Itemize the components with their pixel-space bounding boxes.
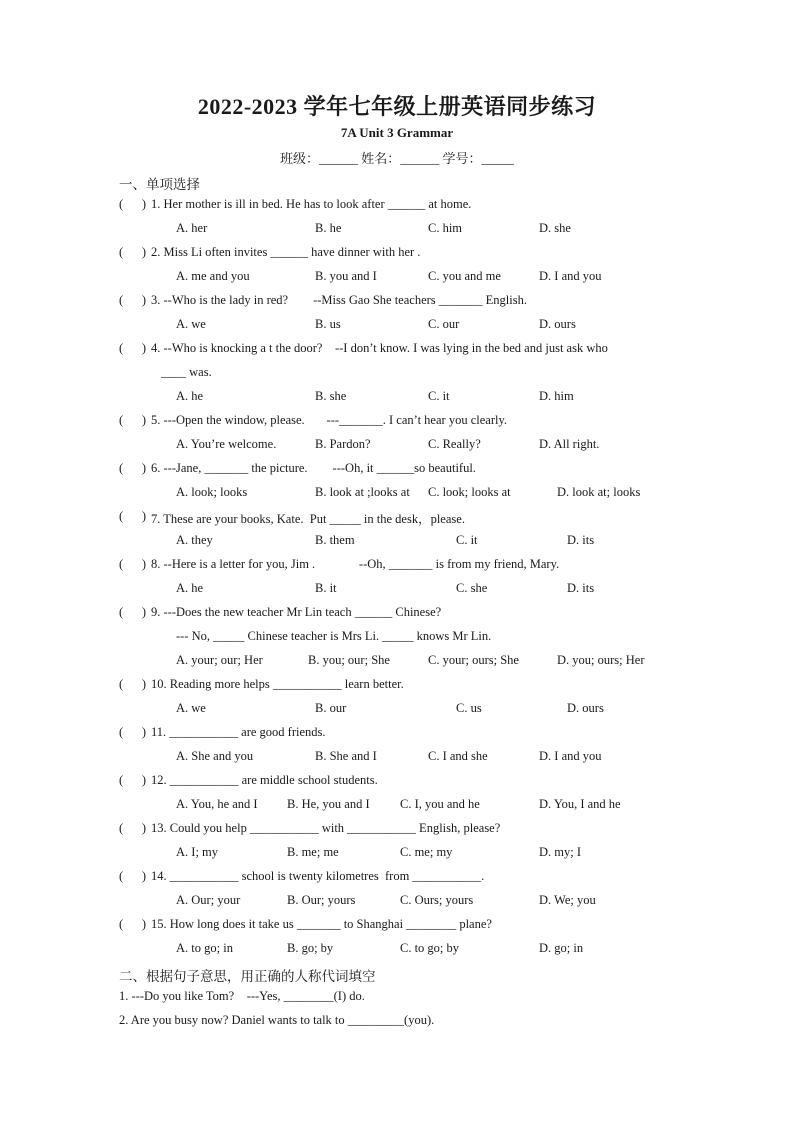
option-c: C. I, you and he (400, 797, 480, 811)
option-b: B. our (315, 701, 347, 715)
option-b: B. Our; yours (287, 893, 356, 907)
option-b: B. it (315, 581, 337, 595)
question-stem: 4. --Who is knocking a t the door? --I don’t know. I was lying in the bed and just ask who (151, 341, 608, 355)
question-stem: 8. --Here is a letter for you, Jim . --Oh, _______ is from my friend, Mary. (151, 557, 560, 571)
option-d: D. We; you (539, 893, 596, 907)
fill-item: 1. ---Do you like Tom? ---Yes, ________(I) do. (119, 989, 365, 1003)
question-stem: 2. Miss Li often invites ______ have dinner with her . (151, 245, 421, 259)
option-b: B. go; by (287, 941, 334, 955)
option-a: A. we (176, 317, 206, 331)
student-info-line: 班级：______ 姓名：______ 学号：_____ (279, 151, 514, 166)
option-a: A. You’re welcome. (176, 437, 277, 451)
option-c: C. our (428, 317, 460, 331)
option-a: A. he (176, 389, 204, 403)
option-b: B. He, you and I (287, 797, 370, 811)
option-c: C. Ours; yours (400, 893, 474, 907)
answer-bracket: ( ) (119, 725, 147, 739)
question-stem-continued: --- No, _____ Chinese teacher is Mrs Li. _____ knows Mr Lin. (176, 629, 492, 643)
option-b: B. us (315, 317, 341, 331)
question-stem: 13. Could you help ___________ with ___________ English, please? (151, 821, 501, 835)
answer-bracket: ( ) (119, 341, 147, 355)
option-d: D. go; in (539, 941, 584, 955)
question-stem: 15. How long does it take us _______ to Shanghai ________ plane? (151, 917, 492, 931)
page-title: 2022-2023 学年七年级上册英语同步练习 (197, 94, 597, 119)
option-d: D. I and you (539, 269, 602, 283)
option-b: B. them (315, 533, 355, 547)
option-b: B. you and I (315, 269, 377, 283)
option-b: B. he (315, 221, 342, 235)
option-d: D. him (539, 389, 574, 403)
option-c: C. she (456, 581, 488, 595)
option-a: A. he (176, 581, 204, 595)
question-stem: 7. These are your books, Kate. Put _____ in the desk，please. (151, 512, 465, 526)
section-heading-choice: 一、单项选择 (119, 177, 200, 192)
question-stem: 9. ---Does the new teacher Mr Lin teach ______ Chinese? (151, 605, 442, 619)
answer-bracket: ( ) (119, 461, 147, 475)
option-c: C. us (456, 701, 482, 715)
option-a: A. You, he and I (176, 797, 258, 811)
fill-item: 2. Are you busy now? Daniel wants to talk to _________(you). (119, 1013, 435, 1027)
question-stem: 10. Reading more helps ___________ learn better. (151, 677, 404, 691)
option-c: C. him (428, 221, 463, 235)
question-stem: 11. ___________ are good friends. (151, 725, 326, 739)
option-d: D. its (567, 581, 595, 595)
option-d: D. ours (567, 701, 604, 715)
option-c: C. to go; by (400, 941, 460, 955)
option-b: B. She and I (315, 749, 377, 763)
question-stem: 14. ___________ school is twenty kilometres from ___________. (151, 869, 485, 883)
question-stem: 5. ---Open the window, please. ---_______. I can’t hear you clearly. (151, 413, 508, 427)
option-a: A. She and you (176, 749, 254, 763)
option-a: A. me and you (176, 269, 250, 283)
answer-bracket: ( ) (119, 509, 147, 523)
option-c: C. it (456, 533, 478, 547)
option-d: D. You, I and he (539, 797, 621, 811)
option-a: A. Our; your (176, 893, 241, 907)
question-stem: 6. ---Jane, _______ the picture. ---Oh, it ______so beautiful. (151, 461, 476, 475)
option-c: C. I and she (428, 749, 488, 763)
answer-bracket: ( ) (119, 821, 147, 835)
answer-bracket: ( ) (119, 197, 147, 211)
question-stem: 1. Her mother is ill in bed. He has to look after ______ at home. (151, 197, 472, 211)
option-d: D. my; I (539, 845, 582, 859)
question-stem-continued: ____ was. (161, 365, 212, 379)
answer-bracket: ( ) (119, 869, 147, 883)
option-a: A. look; looks (176, 485, 248, 499)
option-b: B. she (315, 389, 347, 403)
option-a: A. her (176, 221, 208, 235)
option-a: A. your; our; Her (176, 653, 263, 667)
option-b: B. look at ;looks at (315, 485, 410, 499)
option-b: B. you; our; She (308, 653, 390, 667)
answer-bracket: ( ) (119, 677, 147, 691)
option-d: D. she (539, 221, 571, 235)
option-a: A. we (176, 701, 206, 715)
page-subtitle: 7A Unit 3 Grammar (340, 125, 454, 140)
option-d: D. I and you (539, 749, 602, 763)
option-a: A. to go; in (176, 941, 233, 955)
option-c: C. Really? (428, 437, 481, 451)
question-stem: 12. ___________ are middle school students. (151, 773, 378, 787)
answer-bracket: ( ) (119, 293, 147, 307)
answer-bracket: ( ) (119, 413, 147, 427)
answer-bracket: ( ) (119, 557, 147, 571)
option-d: D. you; ours; Her (557, 653, 645, 667)
answer-bracket: ( ) (119, 245, 147, 259)
section-heading-fill: 二、根据句子意思，用正确的人称代词填空 (119, 969, 376, 984)
option-b: B. Pardon? (315, 437, 371, 451)
option-c: C. me; my (400, 845, 453, 859)
answer-bracket: ( ) (119, 605, 147, 619)
option-a: A. I; my (176, 845, 219, 859)
option-c: C. it (428, 389, 450, 403)
answer-bracket: ( ) (119, 773, 147, 787)
option-d: D. its (567, 533, 595, 547)
question-stem: 3. --Who is the lady in red? --Miss Gao She teachers _______ English. (151, 293, 527, 307)
option-a: A. they (176, 533, 213, 547)
option-c: C. look; looks at (428, 485, 511, 499)
option-c: C. your; ours; She (428, 653, 519, 667)
option-c: C. you and me (428, 269, 501, 283)
answer-bracket: ( ) (119, 917, 147, 931)
option-d: D. All right. (539, 437, 600, 451)
option-d: D. ours (539, 317, 576, 331)
option-b: B. me; me (287, 845, 339, 859)
option-d: D. look at; looks (557, 485, 641, 499)
